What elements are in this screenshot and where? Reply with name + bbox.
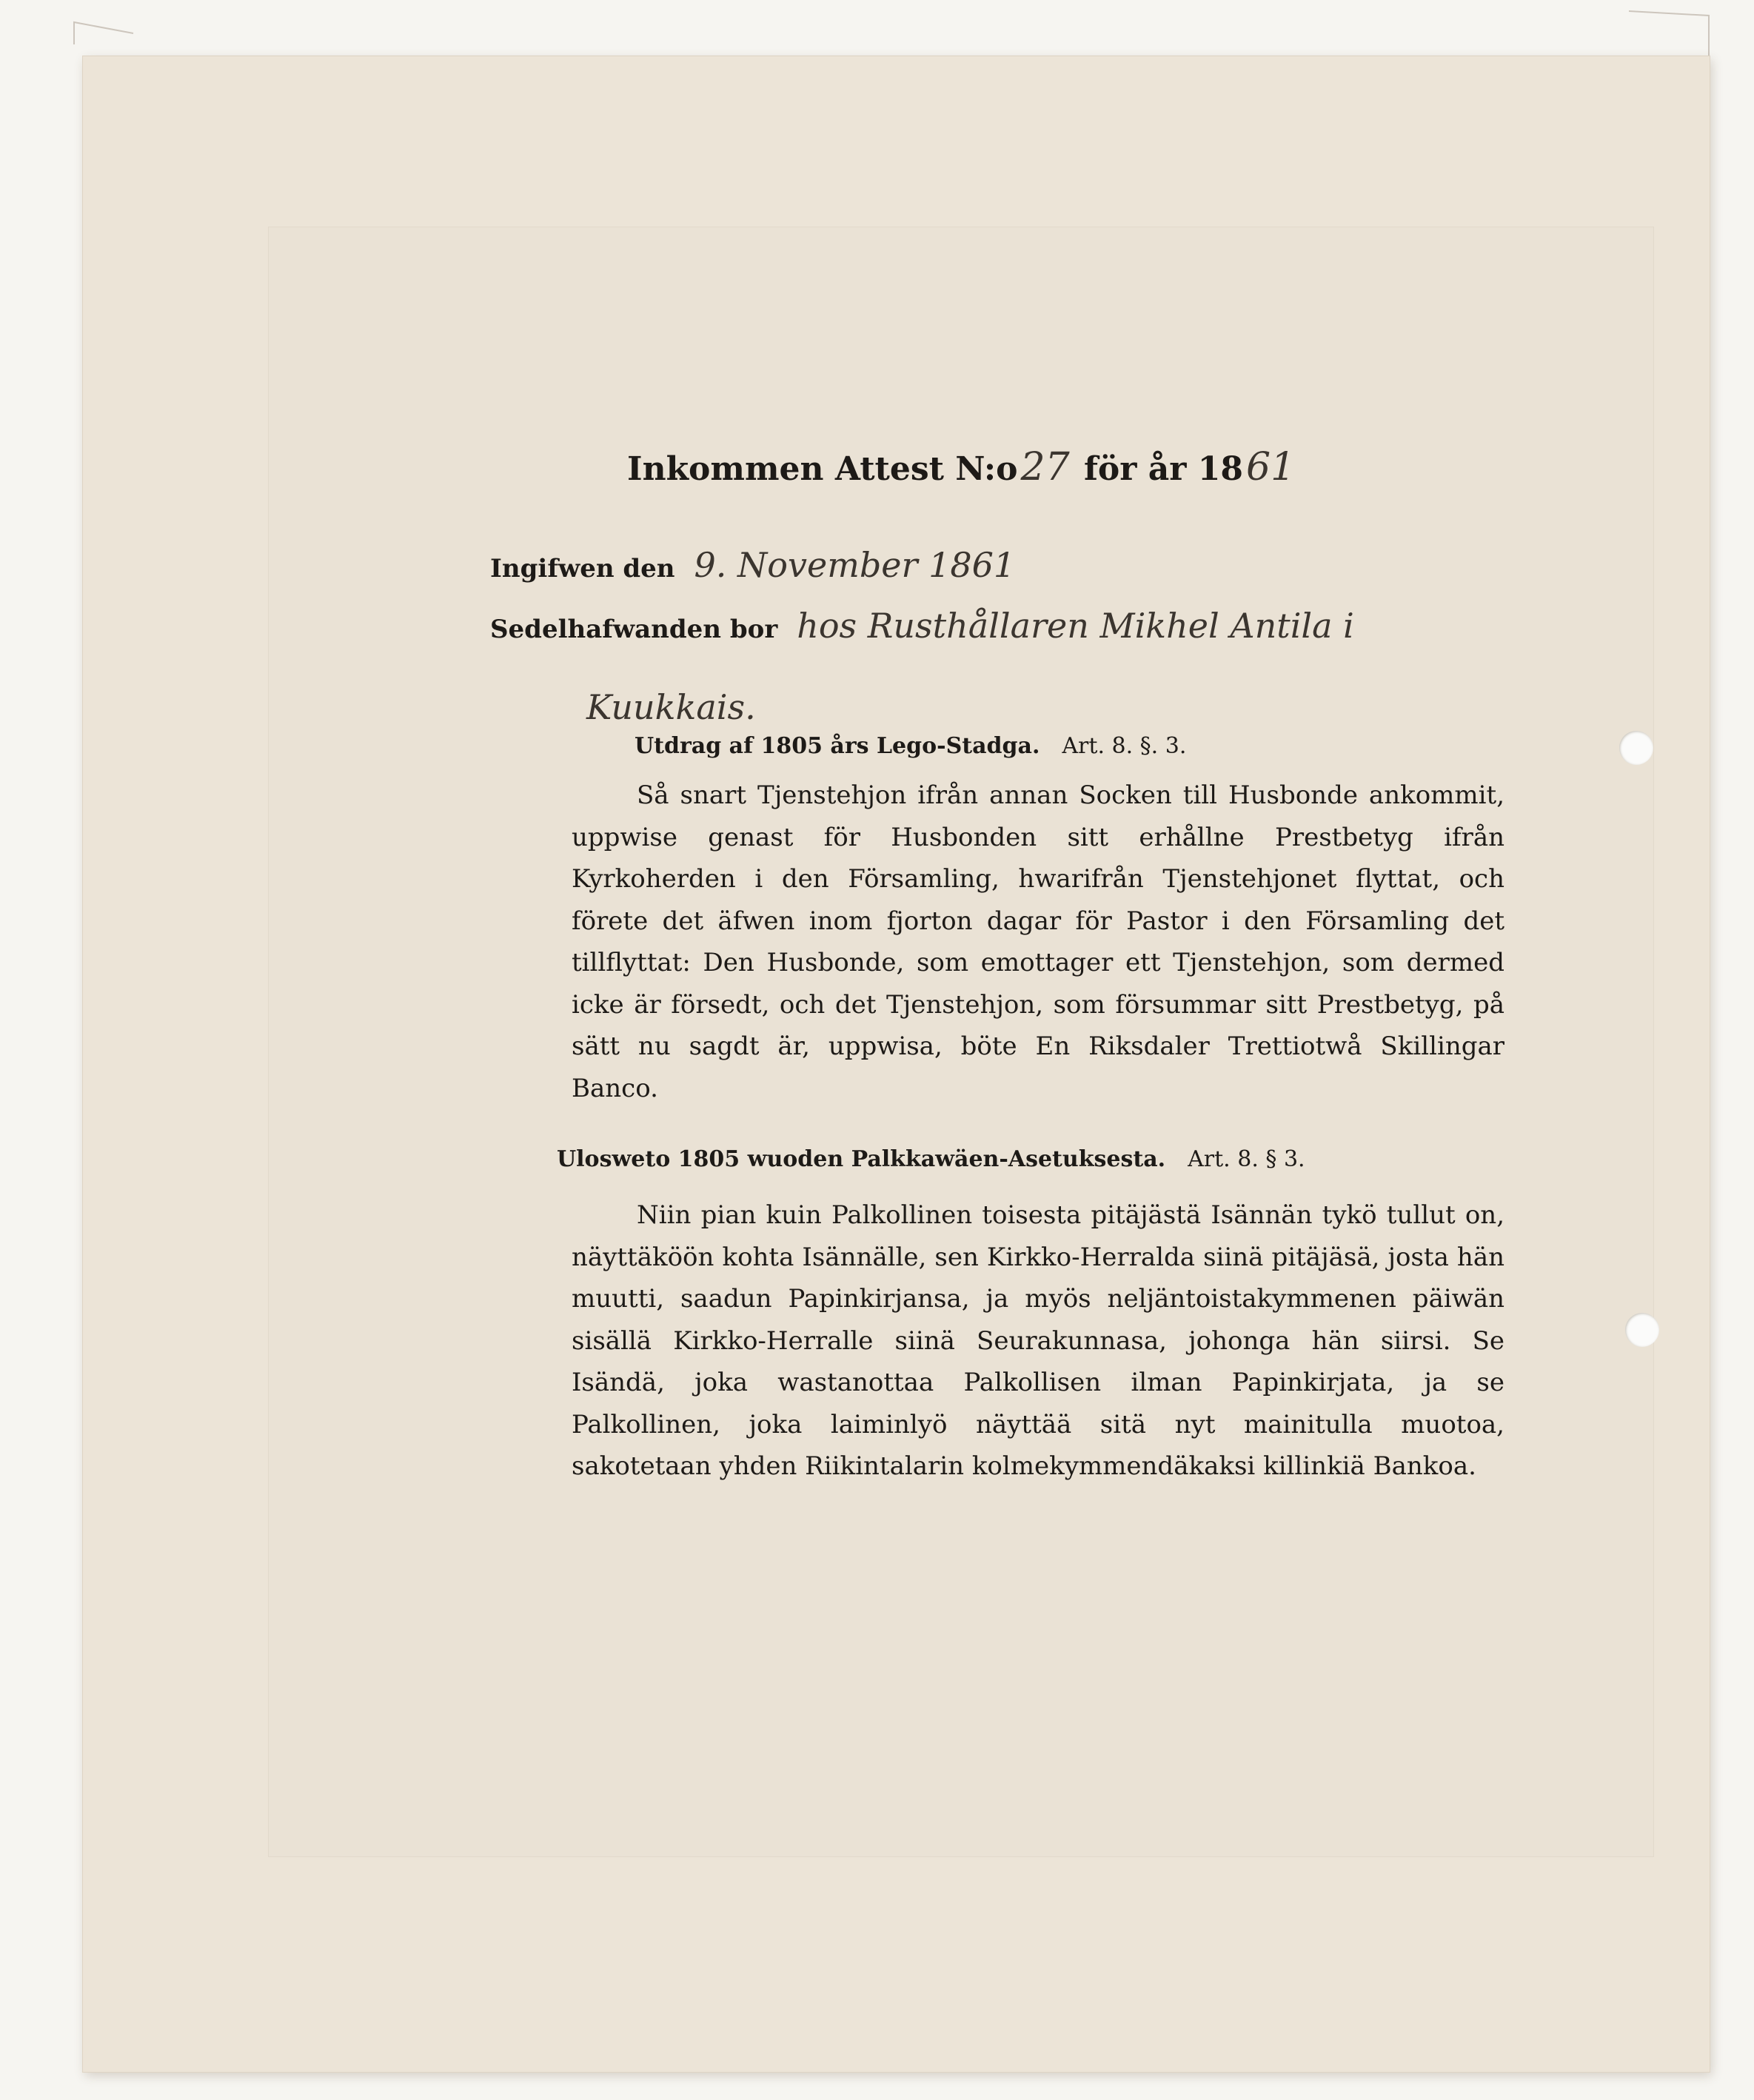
punch-hole-upper — [1619, 731, 1653, 765]
received-date-value: 9. November 1861 — [694, 545, 1016, 585]
title-year-prefix: för år 18 — [1083, 450, 1243, 488]
title-prefix: Inkommen Attest N:o — [627, 450, 1018, 488]
received-date-field — [490, 545, 1015, 585]
residence-field — [490, 606, 1354, 646]
finnish-extract-heading — [557, 1146, 1305, 1172]
year-handwritten: 61 — [1246, 445, 1296, 489]
finnish-heading-text: Ulosweto 1805 wuoden Palkkawäen-Asetuksesta. — [557, 1146, 1166, 1172]
finnish-heading-reference: Art. 8. § 3. — [1188, 1146, 1305, 1172]
document-title — [627, 445, 1471, 489]
swedish-heading-text: Utdrag af 1805 års Lego-Stadga. — [635, 733, 1040, 759]
corner-crop-mark-left — [70, 19, 137, 48]
document-sheet — [83, 56, 1710, 2072]
residence-value-line2: Kuukkais. — [586, 687, 756, 727]
residence-label: Sedelhafwanden bor — [490, 615, 778, 644]
swedish-heading-reference: Art. 8. §. 3. — [1062, 733, 1187, 759]
swedish-extract-heading — [635, 733, 1186, 759]
residence-value-line1: hos Rusthållaren Mikhel Antila i — [797, 606, 1354, 646]
swedish-extract-text: Så snart Tjenstehjon ifrån annan Socken till Husbonde ankommit, uppwise genast för Husbonden sitt erhållne Prestbetyg ifrån Kyrkoherden i den Församling, hwarifrån Tjenstehjonet flyttat, och förete det äfwen inom fjorton dagar för Pastor i den Församling det tillflyttat: Den Husbonde, som emottager ett Tjenstehjon, som dermed icke är försedt, och det Tjenstehjon, som försummar sitt Prestbetyg, på sätt nu sagdt är, uppwisa, böte En Riksdaler Trettiotwå Skillingar Banco. — [572, 780, 1504, 1103]
punch-hole-lower — [1625, 1313, 1659, 1347]
finnish-extract-text: Niin pian kuin Palkollinen toisesta pitäjästä Isännän tykö tullut on, näyttäköön kohta Isännälle, sen Kirkko-Herralda siinä pitäjäsä, josta hän muutti, saadun Papinkirjansa, ja myös neljäntoistakymmenen päiwän sisällä Kirkko-Herralle siinä Seurakunnasa, johonga hän siirsi. Se Isändä, joka wastanottaa Palkollisen ilman Papinkirjata, ja se Palkollinen, joka laiminlyö näyttää sitä nyt mainitulla muotoa, sakotetaan yhden Riikintalarin kolmekymmendäkaksi killinkiä Bankoa. — [572, 1200, 1504, 1481]
received-date-label: Ingifwen den — [490, 554, 675, 583]
attest-number-handwritten: 27 — [1020, 445, 1070, 489]
